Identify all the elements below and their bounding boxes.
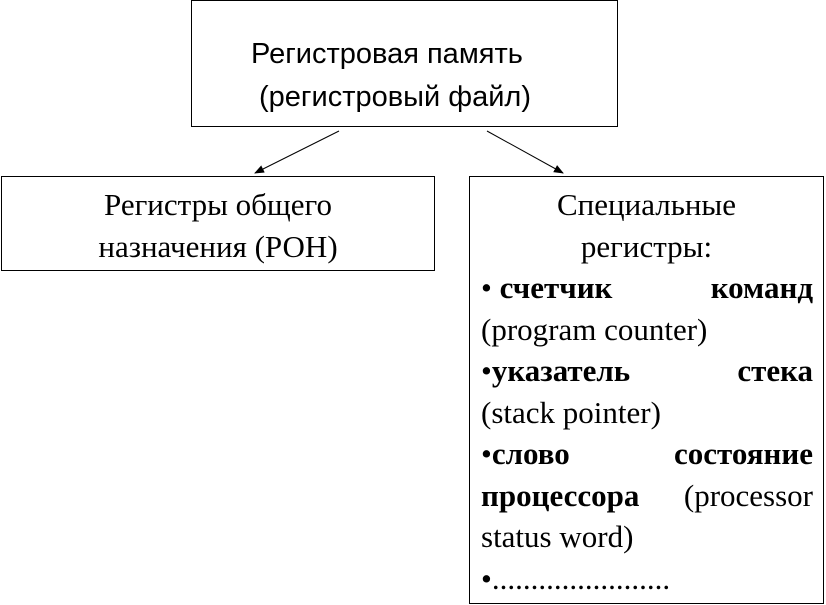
bullet: •	[481, 353, 492, 388]
special-registers-title	[470, 184, 823, 268]
special-title-line1: Специальные	[556, 187, 737, 222]
register-memory-title: Регистровая память	[251, 38, 523, 70]
item2-word2: стека	[737, 353, 813, 388]
special-registers-box	[469, 176, 824, 604]
item2-english: (stack pointer)	[481, 394, 661, 430]
item3-english-b: status word)	[481, 519, 634, 554]
gpr-title-line1: Регистры общего	[103, 187, 332, 222]
special-registers-list	[481, 267, 813, 599]
register-memory-box	[191, 0, 618, 127]
list-item-status-word	[481, 433, 813, 475]
list-item-stack-pointer	[481, 350, 813, 392]
item3-bold2: процессора	[481, 477, 640, 513]
bullet: •	[481, 270, 492, 305]
list-item-ellipsis: •.......................	[481, 560, 671, 596]
item3-word2: состояние	[673, 436, 813, 471]
special-title-line2: регистры:	[580, 229, 713, 264]
arrow-to-gpr	[255, 131, 339, 173]
arrow-to-special	[487, 131, 563, 173]
gpr-title-line2: назначения (РОН)	[98, 229, 338, 264]
list-item-program-counter	[481, 267, 813, 309]
item3-word1: слово	[491, 436, 570, 471]
item1-word1: счетчик	[499, 270, 613, 305]
item3-line2	[481, 475, 813, 517]
gpr-box	[1, 176, 435, 271]
item1-word2: команд	[710, 270, 813, 305]
item1-english: (program counter)	[481, 311, 708, 347]
item3-english-a: (processor	[683, 477, 813, 513]
register-file-subtitle: (регистровый файл)	[259, 81, 532, 113]
bullet: •	[481, 436, 492, 471]
item2-word1: указатель	[491, 353, 631, 388]
